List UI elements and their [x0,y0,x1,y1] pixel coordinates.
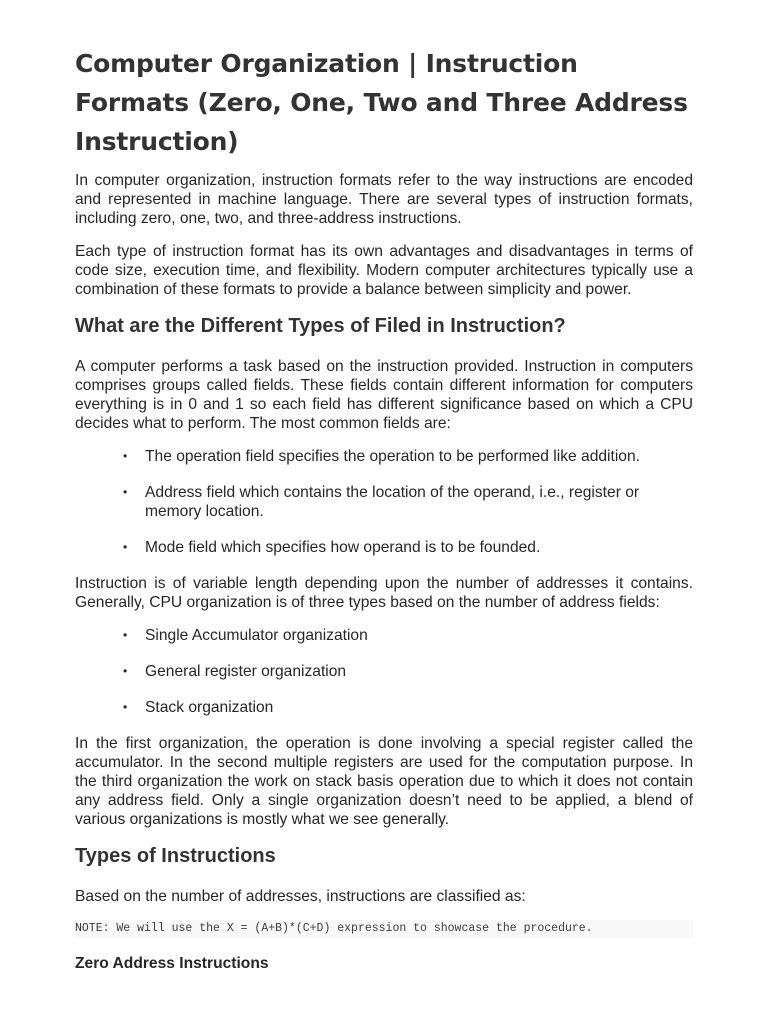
list-item [123,698,693,717]
zero-address-subheading: Zero Address Instructions [75,955,269,972]
list-item [123,538,693,557]
list-item-text: Single Accumulator organization [145,627,368,644]
list-item-text: General register organization [145,663,347,680]
fields-list [75,447,693,557]
bullet-icon: • [123,485,128,499]
cpu-organization-paragraph: Instruction is of variable length depending upon the number of addresses it contains. Generally, CPU organization is of three types based on the number of address fields: [75,575,693,611]
bullet-icon: • [123,664,128,678]
list-item-text: Address field which contains the location of the operand, i.e., register or memory location. [145,484,640,520]
types-paragraph: Based on the number of addresses, instructions are classified as: [75,888,526,905]
list-item [123,626,693,645]
bullet-icon: • [123,628,128,642]
bullet-icon: • [123,540,128,554]
types-section-heading: Types of Instructions [75,845,276,867]
list-item-text: The operation field specifies the operation to be performed like addition. [145,448,640,465]
code-note: NOTE: We will use the X = (A+B)*(C+D) expression to showcase the procedure. [75,920,693,938]
organization-explanation-paragraph: In the first organization, the operation is done involving a special register called the accumulator. In the second multiple registers are used for the computation purpose. In the third organization the work on stack basis operation due to which it does not contain any address field. Only a single organization doesn’t need to be applied, a blend of various organizations is mostly what we see generally. [75,735,693,828]
fields-section-heading: What are the Different Types of Filed in Instruction? [75,315,566,337]
bullet-icon: • [123,700,128,714]
intro-paragraph-2: Each type of instruction format has its own advantages and disadvantages in terms of code size, execution time, and flexibility. Modern computer architectures typically use a combination of these formats to provide a balance between simplicity and power. [75,243,693,298]
page-title: Computer Organization | Instruction Formats (Zero, One, Two and Three Address Instruction) [75,49,688,156]
list-item [123,447,693,466]
fields-paragraph: A computer performs a task based on the instruction provided. Instruction in computers comprises groups called fields. These fields contain different information for computers everything is in 0 and 1 so each field has different significance based on which a CPU decides what to perform. The most common fields are: [75,358,693,432]
list-item [123,662,693,681]
article-body [75,44,693,974]
bullet-icon: • [123,449,128,463]
intro-paragraph-1: In computer organization, instruction formats refer to the way instructions are encoded and represented in machine language. There are several types of instruction formats, including zero, one, two, and three-address instructions. [75,172,693,227]
organization-list [75,626,693,717]
list-item [123,483,693,521]
list-item-text: Stack organization [145,699,274,716]
list-item-text: Mode field which specifies how operand is to be founded. [145,539,541,556]
